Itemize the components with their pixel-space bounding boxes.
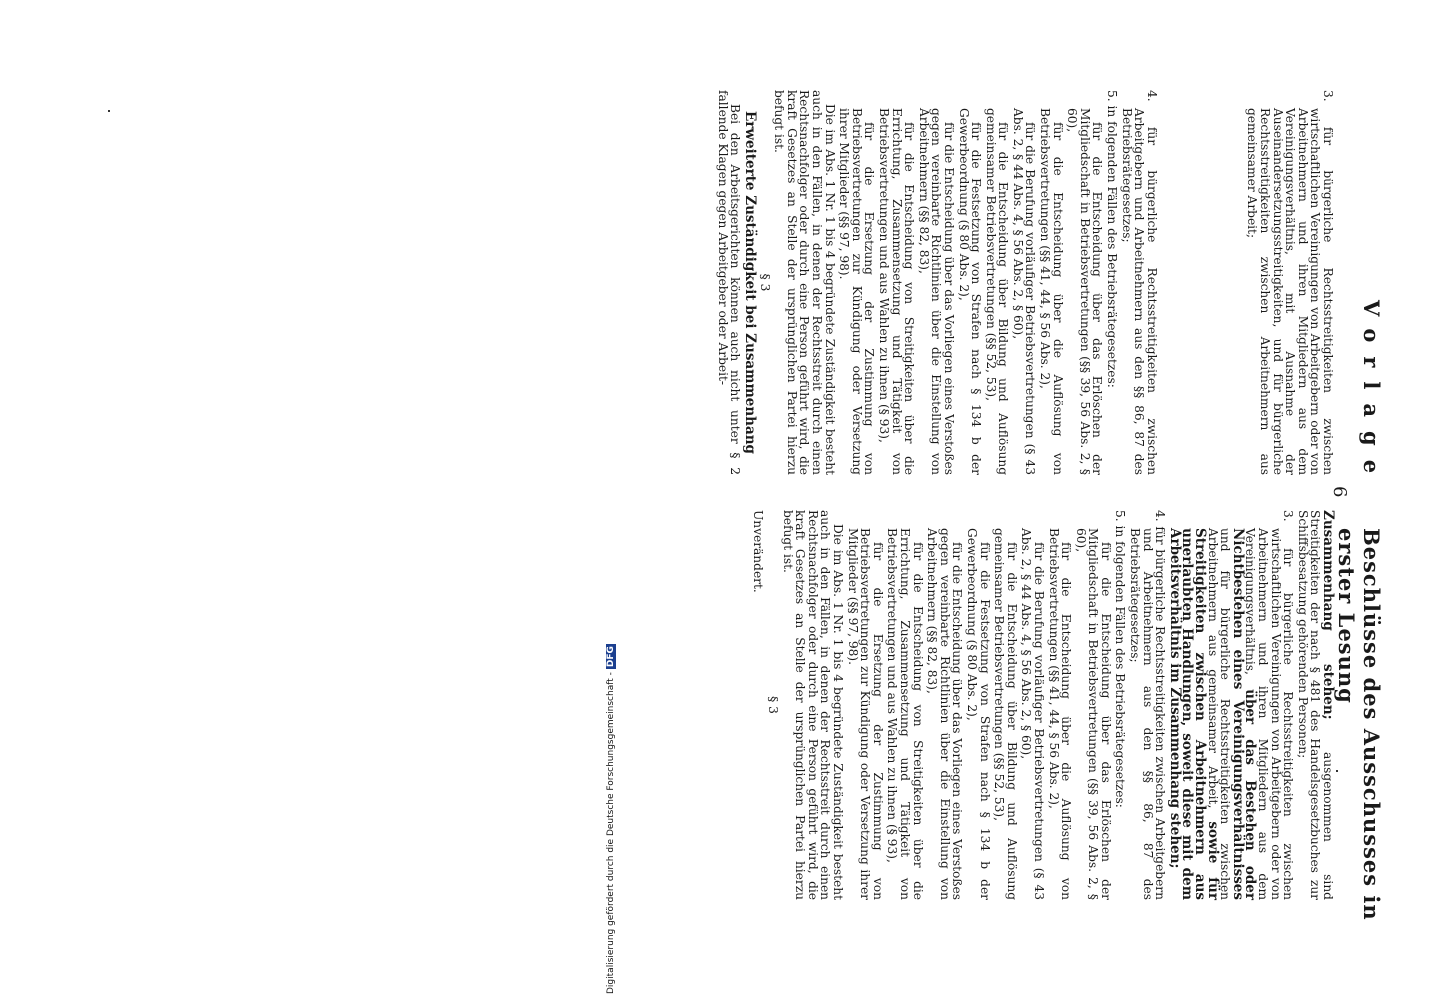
- right-unchanged: Unverändert.: [751, 510, 766, 593]
- digitization-footer: [606, 600, 622, 994]
- dfg-logo: DFG: [606, 646, 616, 668]
- left-sub-item: für die Berufung vorläufiger Betriebsvertretungen (§ 43 Abs. 2, § 44 Abs. 4, § 56 Abs. 2, § 60),: [1010, 108, 1038, 475]
- right-item-3: [1168, 510, 1294, 900]
- right-sub-item: für die Entscheidung über das Erlöschen der Mitgliedschaft in Betriebsvertretungen (§§ 39, 56 Abs. 2, § 60),: [1073, 528, 1113, 900]
- right-sub-item: für die Entscheidung über die Auflösung von Betriebsvertretungen (§§ 41, 44, § 56 Abs. 2),: [1046, 528, 1074, 900]
- left-section-number: § 3: [757, 273, 772, 292]
- right-paragraph: Die im Abs. 1 Nr. 1 bis 4 begründete Zuständigkeit besteht auch in den Fällen, in denen der Rechtsstreit durch einen Rechtsnachfolger oder durch eine Person geführt wird, die kraft Gesetzes an Stelle der ursprünglichen Partei hierzu befugt ist.: [780, 510, 846, 900]
- left-sub-item: für die Festsetzung von Strafen nach § 134 b der Gewerbeordnung (§ 80 Abs. 2),: [956, 108, 984, 475]
- right-item-5: 5. in folgenden Fällen des Betriebsrätegesetzes:: [1113, 510, 1128, 808]
- left-sub-item: für die Entscheidung über die Auflösung von Betriebsvertretungen (§§ 41, 44, § 56 Abs. 2),: [1038, 108, 1065, 475]
- left-sub-item: für die Entscheidung über Bildung und Auflösung gemeinsamer Betriebsvertretungen (§§ 52, 53),: [983, 108, 1011, 475]
- left-column: [714, 90, 1334, 475]
- right-sub-item: für die Entscheidung von Streitigkeiten über die Errichtung, Zusammensetzung und Tätigkeit von Betriebsvertretungen und aus Wahlen zu ihnen (§ 93),: [885, 528, 925, 900]
- right-intro: [1296, 510, 1334, 900]
- right-item-3-bold-1: über das Bestehen oder Nichtbestehen eines Vereinigungsverhältnisses: [1229, 528, 1259, 901]
- right-item-3-mid: und für bürgerliche Rechtsstreitigkeiten zwischen Arbeitnehmern aus gemeinsamer Arbeit,: [1205, 528, 1233, 900]
- left-paragraph: Die im Abs. 1 Nr. 1 bis 4 begründete Zuständigkeit besteht auch in den Fällen, in denen der Rechtsstreit durch einen Rechtsnachfolger oder durch eine Person geführt wird, die kraft Gesetzes an Stelle der ursprünglichen Partei hierzu befugt ist.: [772, 90, 837, 475]
- left-sub-item: für die Entscheidung über das Erlöschen der Mitgliedschaft in Betriebsvertretungen (§§ 39, 56 Abs. 2, § 60),: [1065, 108, 1105, 475]
- left-item-3: 3. für bürgerliche Rechtsstreitigkeiten zwischen wirtschaftlichen Vereinigungen von Arbeitgebern oder von Arbeitnehmern und ihren Mitgliedern aus dem Vereinigungsverhältnis, mit Ausnahme der Auseinandersetzungsstreitigkeiten, und für bürgerliche Rechtsstreitigkeiten zwischen Arbeitnehmern aus gemeinsamer Arbeit;: [1245, 90, 1335, 475]
- left-sub-item: für die Entscheidung über das Vorliegen eines Verstoßes gegen vereinbarte Richtlinien über die Einstellung von Arbeitnehmern (§§ 82, 83),: [916, 108, 956, 475]
- left-section-title: Erweiterte Zuständigkeit bei Zusammenhang: [742, 111, 759, 454]
- left-column-header: Vorlage: [1359, 300, 1384, 488]
- right-column: [750, 510, 1334, 900]
- right-sub-item: für die Ersetzung der Zustimmung von Betriebsvertretungen zur Kündigung oder Versetzung ihrer Mitglieder (§§ 97, 98).: [845, 528, 885, 900]
- right-intro-bold: Zusammenhang stehen;: [1320, 510, 1336, 720]
- right-column-header: Beschlüsse des Ausschusses in erster Lesung: [1334, 528, 1384, 921]
- page-number: 6: [1329, 486, 1350, 498]
- digitization-note: Digitalisierung gefördert durch die Deutsche Forschungsgemeinschaft -: [606, 672, 616, 994]
- left-item-5: 5. in folgenden Fällen des Betriebsrätegesetzes:: [1105, 90, 1120, 388]
- right-intro-rest: ausgenommen sind Streitigkeiten der nach § 481 des Handelsgesetzbuches zur Schiffsbesatzung gehörenden Personen;: [1295, 510, 1335, 900]
- left-item-4: 4. für bürgerliche Rechtsstreitigkeiten zwischen Arbeitgebern und Arbeitnehmern aus den §§ 86, 87 des Betriebsrätegesetzes;: [1119, 90, 1159, 475]
- right-sub-item: für die Berufung vorläufiger Betriebsvertretungen (§ 43 Abs. 2, § 44 Abs. 4, § 56 Abs. 2, § 60),: [1019, 528, 1046, 900]
- right-sub-item: für die Festsetzung von Strafen nach § 134 b der Gewerbeordnung (§ 80 Abs. 2),: [964, 528, 992, 900]
- right-item-3-bold-2: sowie für Streitigkeiten zwischen Arbeitnehmern aus unerlaubten Handlungen, soweit diese mit dem Arbeitsverhältnis im Zusammenhang stehen;: [1166, 528, 1221, 900]
- right-item-3-start: 3. für bürgerliche Rechtsstreitigkeiten zwischen wirtschaftlichen Vereinigungen von Arbeitgebern oder von Arbeitnehmern und ihren Mitgliedern aus dem Vereinigungsverhältnis,: [1243, 510, 1296, 900]
- right-item-4: 4. für bürgerliche Rechtsstreitigkeiten zwischen Arbeitgebern und Arbeitnehmern aus den §§ 86, 87 des Betriebsrätegesetzes;: [1128, 510, 1168, 900]
- right-sub-item: für die Entscheidung über das Vorliegen eines Verstoßes gegen vereinbarte Richtlinien über die Einstellung von Arbeitnehmern (§§ 82, 83),: [925, 528, 965, 900]
- speck: [1336, 770, 1338, 772]
- left-gap: [1158, 90, 1244, 475]
- right-sub-item: für die Entscheidung über Bildung und Auflösung gemeinsamer Betriebsvertretungen (§§ 52, 53),: [992, 528, 1019, 900]
- right-section-number: § 3: [766, 696, 781, 714]
- left-sub-item: für die Ersetzung der Zustimmung von Betriebsvertretungen zur Kündigung oder Versetzung ihrer Mitglieder (§§ 97, 98).: [837, 108, 877, 475]
- left-sub-item: für die Entscheidung von Streitigkeiten über die Errichtung, Zusammensetzung und Tätigkeit von Betriebsvertretungen und aus Wahlen zu ihnen (§ 93),: [876, 108, 917, 475]
- speck: [108, 110, 110, 112]
- left-section-text: Bei den Arbeitsgerichten können auch nicht unter § 2 fallende Klagen gegen Arbeitgeber oder Arbeit-: [715, 90, 743, 475]
